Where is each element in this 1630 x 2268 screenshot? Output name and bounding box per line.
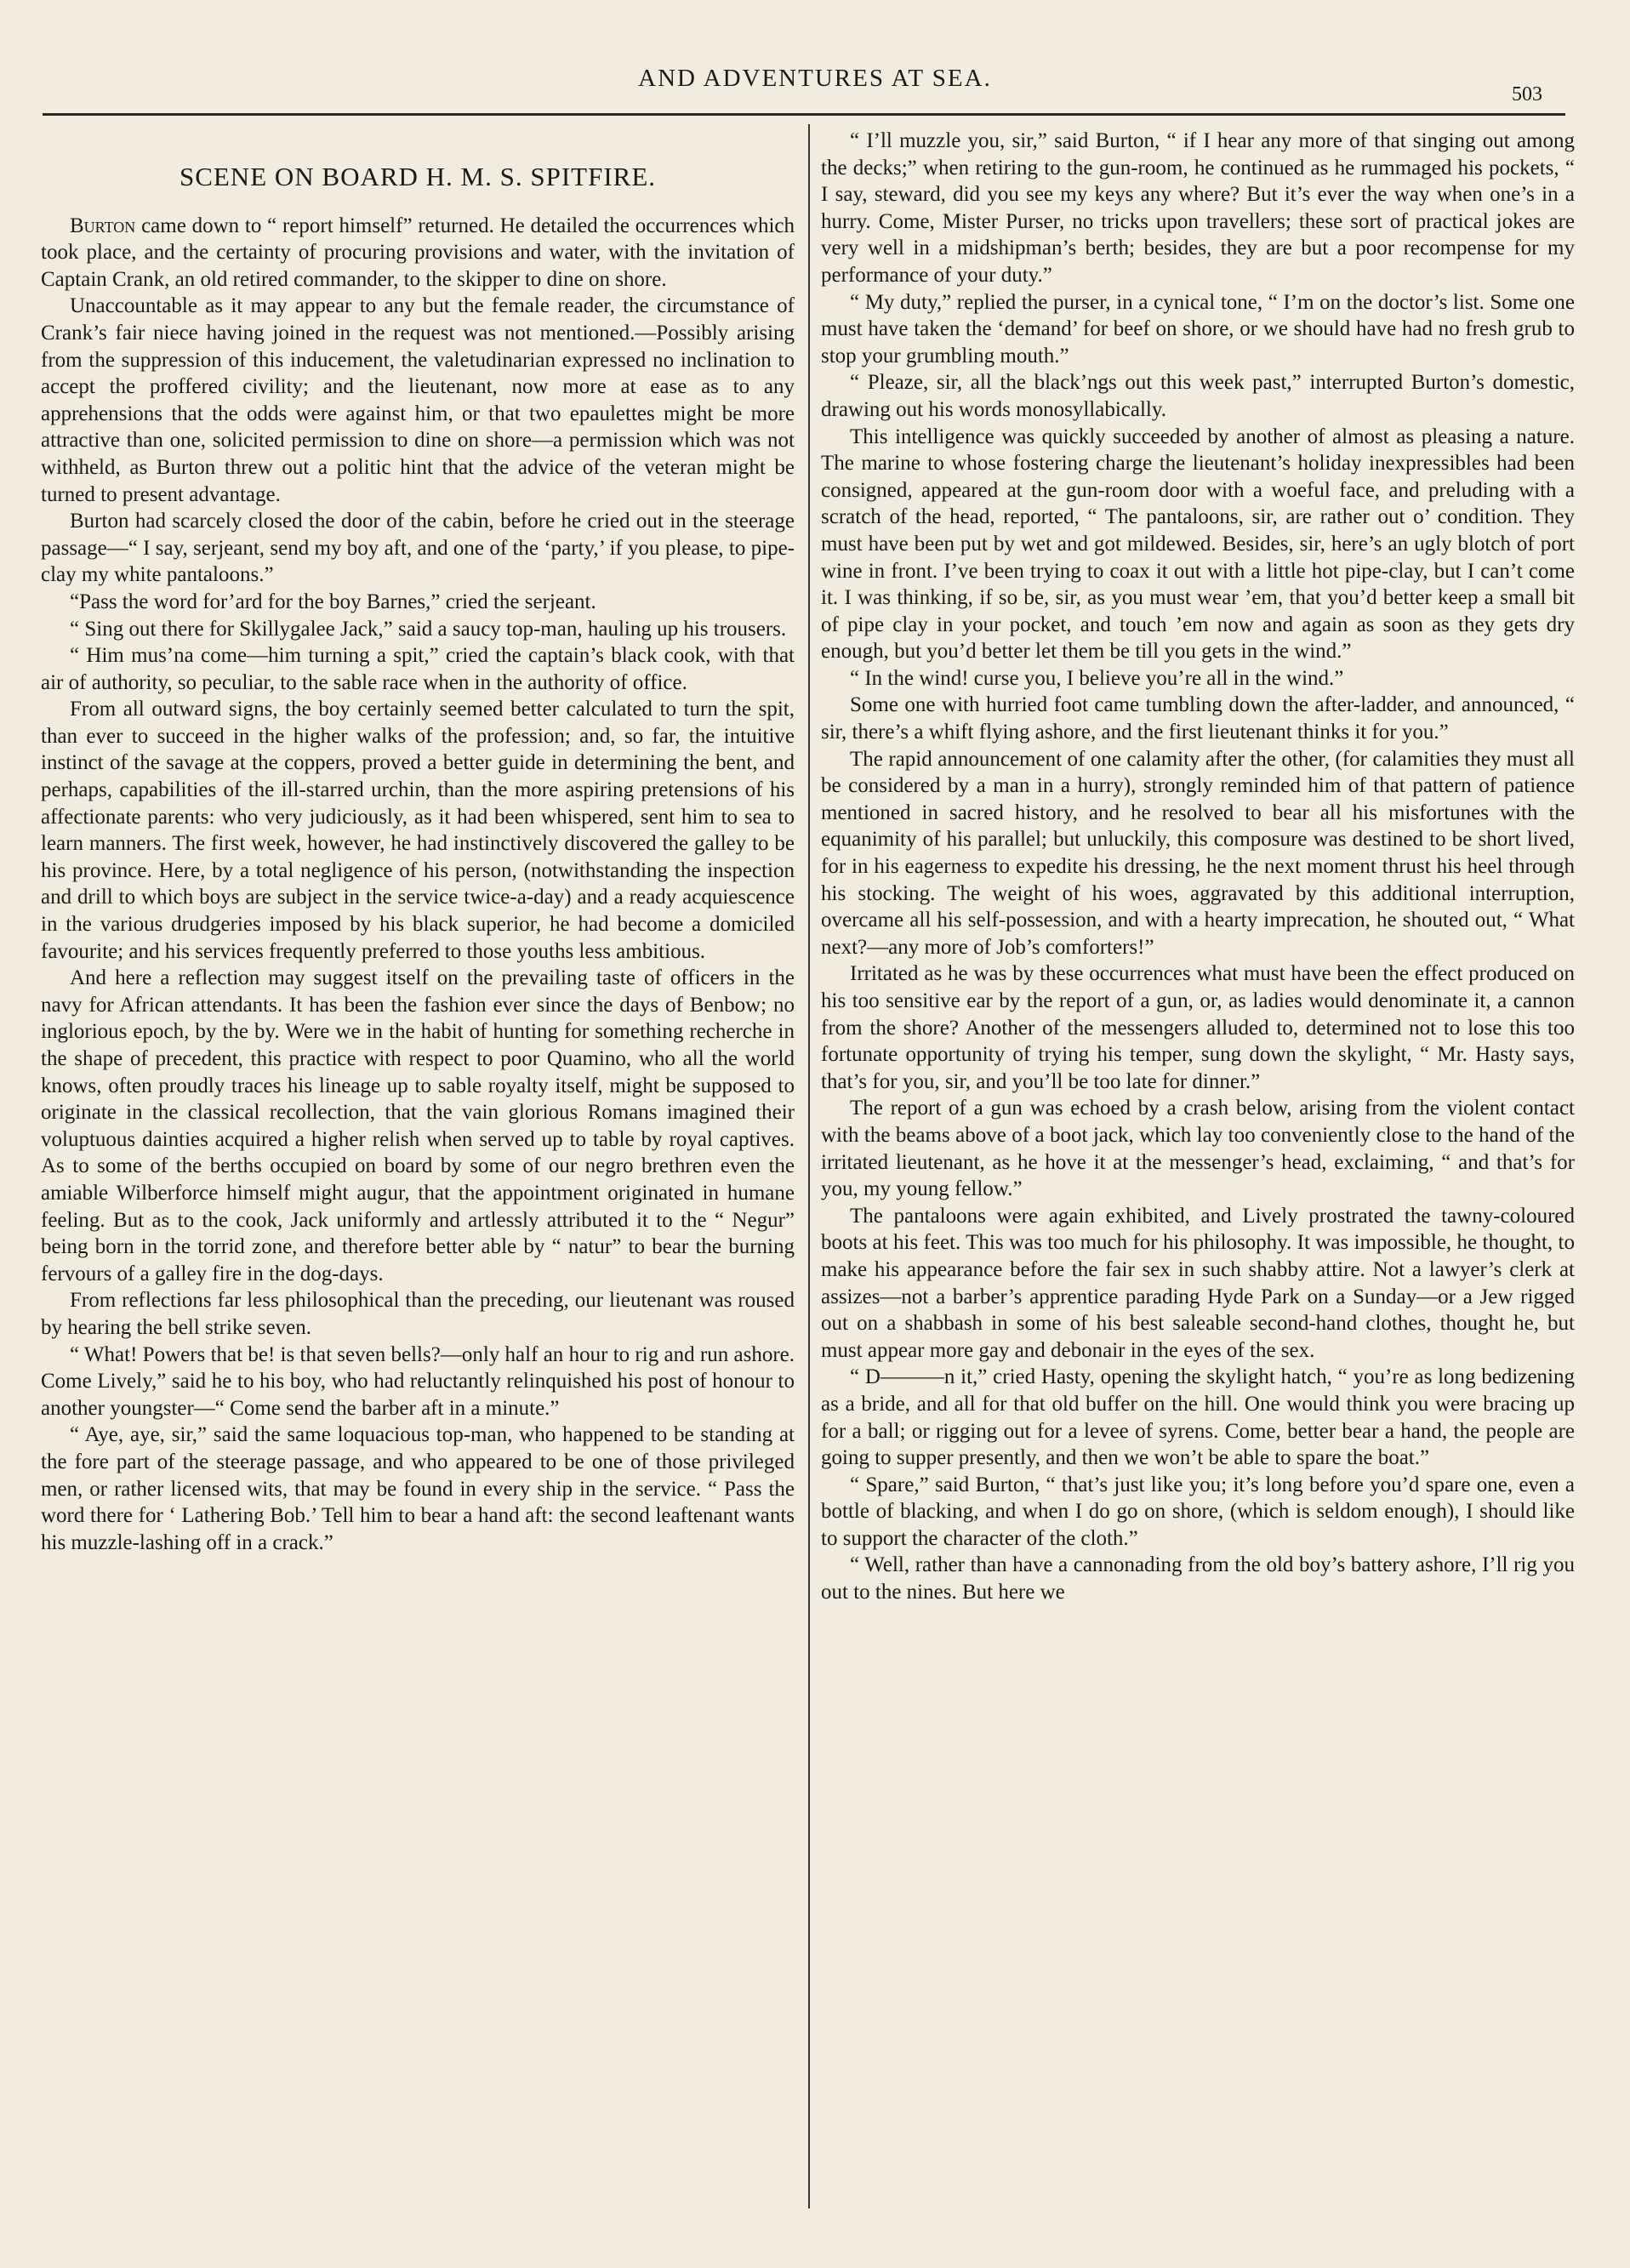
paragraph: Irritated as he was by these occurrences what must have been the effect produced on his too sensitive ear by the report of a gun, or, as ladies would denominate it, a cannon from the shore? Another of the messengers alluded to, determined not to lose this too fortunate opportunity of trying his temper, sung down the skylight, “ Mr. Hasty says, that’s for you, sir, and you’ll be too late for dinner.” bbox=[821, 962, 1575, 1093]
paragraph: “ In the wind! curse you, I believe you’re all in the wind.” bbox=[850, 666, 1344, 690]
page-number: 503 bbox=[1512, 83, 1542, 105]
paragraph bbox=[41, 213, 795, 293]
paragraph: The rapid announcement of one calamity after the other, (for calamities they must all be considered by a man in a hurry), strongly reminded him of that pattern of patience mentioned in sacred history, and he resolved to bear all his misfortunes with the equanimity of his parallel; but unluckily, this composure was destined to be short lived, for in his eagerness to expedite his dressing, he the next moment thrust his heel through his stocking. The weight of his woes, aggravated by this additional interruption, overcame all his self-possession, and with a hearty imprecation, he shouted out, “ What next?—any more of Job’s comforters!” bbox=[821, 747, 1575, 959]
paragraph: Some one with hurried foot came tumbling down the after-ladder, and announced, “ sir, there’s a whift flying ashore, and the first lieutenant thinks it for you.” bbox=[821, 693, 1575, 744]
paragraph: Unaccountable as it may appear to any but the female reader, the circumstance of Crank’s fair niece having joined in the request was not mentioned.—Possibly arising from the suppression of this inducement, the valetudinarian expressed no inclination to accept the proffered civility; and the lieutenant, now more at ease as to any apprehensions that the odds were against him, or that two epaulettes might be more attractive than one, solicited permission to dine on shore—a permission which was not withheld, as Burton threw out a politic hint that the advice of the veteran might be turned to present advantage. bbox=[41, 294, 795, 506]
header-rule bbox=[43, 113, 1565, 116]
paragraph: Burton had scarcely closed the door of the cabin, before he cried out in the steerage passage—“ I say, serjeant, send my boy aft, and one of the ‘party,’ if you please, to pipe-clay my white pantaloons.” bbox=[41, 510, 795, 587]
paragraph: This intelligence was quickly succeeded by another of almost as pleasing a nature. The marine to whose fostering charge the lieutenant’s holiday inexpressibles had been consigned, appeared at the gun-room door with a woeful face, and preluding with a scratch of the head, reported, “ The pantaloons, sir, are rather out o’ condition. They must have been put by wet and got mildewed. Besides, sir, here’s an ugly blotch of port wine in front. I’ve been trying to coax it out with a little hot pipe-clay, but I can’t come it. I was thinking, if so be, sir, as you must wear ’em, that you’d better keep a small bit of pipe clay in your pocket, and touch ’em now and again as soon as they gets dry enough, but you’d better let them be till you gets in the wind.” bbox=[821, 425, 1575, 664]
paragraph: “ D———n it,” cried Hasty, opening the skylight hatch, “ you’re as long bedizening as a bride, and all for that old buffer on the hill. One would think you were bracing up for a ball; or rigging out for a levee of syrens. Come, better bear a hand, the people are going to supper presently, and then we won’t be able to spare the boat.” bbox=[821, 1365, 1575, 1470]
paragraph: “ Sing out there for Skillygalee Jack,” said a saucy top-man, hauling up his trousers. bbox=[70, 617, 787, 641]
paragraph: “ Well, rather than have a cannonading from the old boy’s battery ashore, I’ll rig you out to the nines. But here we bbox=[821, 1553, 1575, 1604]
paragraph: “ Aye, aye, sir,” said the same loquacious top-man, who happened to be standing at the fore part of the steerage passage, and who appeared to be one of those privileged men, or rather licensed wits, that may be found in every ship in the service. “ Pass the word there for ‘ Lathering Bob.’ Tell him to bear a hand aft: the second leaftenant wants his muzzle-lashing off in a crack.” bbox=[41, 1423, 795, 1554]
left-column bbox=[41, 128, 795, 1556]
paragraph: The report of a gun was echoed by a crash below, arising from the violent contact with the beams above of a boot jack, which lay too conveniently close to the hand of the irritated lieutenant, as he hove it at the messenger’s head, exclaiming, “ and that’s for you, my young fellow.” bbox=[821, 1097, 1575, 1201]
running-head: AND ADVENTURES AT SEA. bbox=[638, 65, 992, 92]
paragraph: The pantaloons were again exhibited, and Lively prostrated the tawny-coloured boots at his feet. This was too much for his philosophy. It was impossible, he thought, to make his appearance before the fair sex in such shabby attire. Not a lawyer’s clerk at assizes—not a barber’s apprentice parading Hyde Park on a Sunday—or a Jew rigged out on a shabbash in some of his best saleable second-hand clothes, thought he, but must appear more gay and debonair in the eyes of the sex. bbox=[821, 1204, 1575, 1362]
paragraph: From all outward signs, the boy certainly seemed better calculated to turn the spit, than ever to succeed in the higher walks of the profession; and, so far, the intuitive instinct of the savage at the coppers, proved a better guide in determining the bent, and perhaps, capabilities of the ill-starred urchin, than the more aspiring pretensions of his affectionate parents: who very judiciously, as it had been whispered, sent him to sea to learn manners. The first week, however, he had instinctively discovered the galley to be his province. Here, by a total negligence of his person, (notwithstanding the inspection and drill to which boys are subject in the service twice-a-day) and a ready acquiescence in the various drudgeries imposed by his black superior, he had become a domiciled favourite; and his services frequently preferred to those youths less ambitious. bbox=[41, 698, 795, 963]
paragraph: “ Pleaze, sir, all the black’ngs out this week past,” interrupted Burton’s domestic, drawing out his words monosyllabically. bbox=[821, 371, 1575, 421]
paragraph: From reflections far less philosophical than the preceding, our lieutenant was roused by hearing the bell strike seven. bbox=[41, 1289, 795, 1339]
drop-word: Burton bbox=[70, 214, 136, 237]
paragraph-text: came down to “ report himself” returned. He detailed the occurrences which took place, and the certainty of procuring provisions and water, with the invitation of Captain Crank, an old retired commander, to the skipper to dine on shore. bbox=[41, 214, 795, 291]
right-column bbox=[821, 128, 1575, 1606]
paragraph: “ What! Powers that be! is that seven bells?—only half an hour to rig and run ashore. Come Lively,” said he to his boy, who had reluctantly relinquished his post of honour to another youngster—“ Come send the barber aft in a minute.” bbox=[41, 1342, 795, 1420]
paragraph: “ Him mus’na come—him turning a spit,” cried the captain’s black cook, with that air of authority, so peculiar, to the sable race when in the authority of office. bbox=[41, 644, 795, 694]
paragraph: “ Spare,” said Burton, “ that’s just like you; it’s long before you’d spare one, even a bottle of blacking, and when I do go on shore, (which is seldom enough), I should like to support the character of the cloth.” bbox=[821, 1473, 1575, 1550]
column-divider bbox=[808, 124, 810, 2208]
paragraph: “Pass the word for’ard for the boy Barnes,” cried the serjeant. bbox=[70, 590, 596, 613]
paragraph: “ My duty,” replied the purser, in a cynical tone, “ I’m on the doctor’s list. Some one must have taken the ‘demand’ for beef on shore, or we should have had no fresh grub to stop your grumbling mouth.” bbox=[821, 290, 1575, 368]
article-title: SCENE ON BOARD H. M. S. SPITFIRE. bbox=[179, 162, 657, 191]
paragraph: “ I’ll muzzle you, sir,” said Burton, “ if I hear any more of that singing out among the decks;” when retiring to the gun-room, he continued as he rummaged his pockets, “ I say, steward, did you see my keys any where? But it’s ever the way when one’s in a hurry. Come, Mister Purser, no tricks upon travellers; these sort of practical jokes are very well in a midshipman’s berth; besides, they are but a poor recompense for my performance of your duty.” bbox=[821, 129, 1575, 287]
paragraph: And here a reflection may suggest itself on the prevailing taste of officers in the navy for African attendants. It has been the fashion ever since the days of Benbow; no inglorious epoch, by the by. Were we in the habit of hunting for something recherche in the shape of precedent, this practice with respect to poor Quamino, who all the world knows, often proudly traces his lineage up to sable royalty itself, might be supposed to originate in the classical recollection, that the vain glorious Romans imagined their voluptuous dainties acquired a higher relish when served up to table by royal captives. As to some of the berths occupied on board by some of our negro brethren even the amiable Wilberforce himself might augur, that the appointment originated in humane feeling. But as to the cook, Jack uniformly and artlessly attributed it to the “ Negur” being born in the torrid zone, and therefore better able by “ natur” to bear the burning fervours of a galley fire in the dog-days. bbox=[41, 966, 795, 1285]
